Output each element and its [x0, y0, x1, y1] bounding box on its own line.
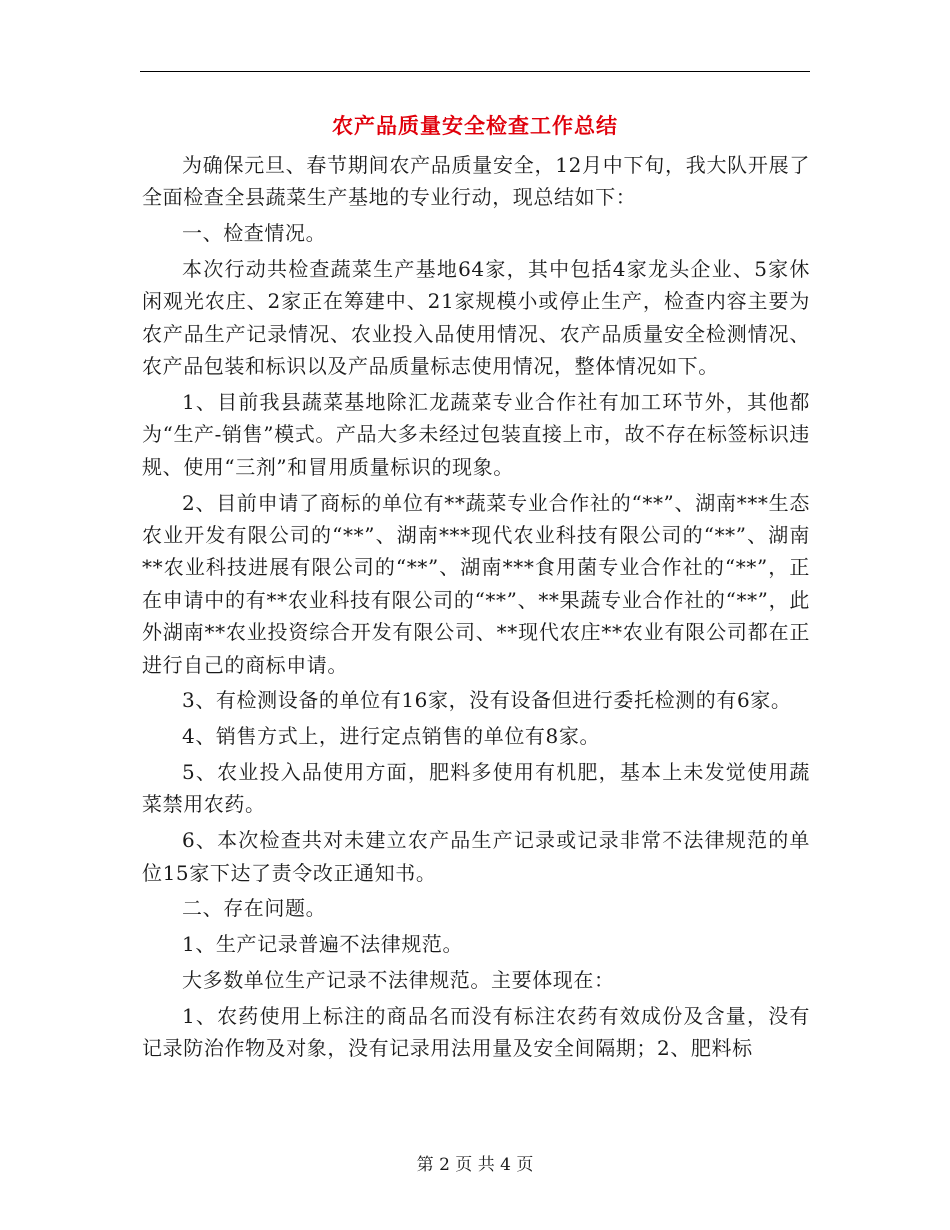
paragraph-problem-summary: 大多数单位生产记录不法律规范。主要体现在： [182, 968, 615, 993]
paragraph-problem-1: 1、生产记录普遍不法律规范。 [182, 932, 464, 957]
paragraph-item-6: 6、本次检查共对未建立农产品生产记录或记录非常不法律规范的单位15家下达了责令改正通知书。 [142, 828, 810, 885]
paragraph-problem-detail: 1、农药使用上标注的商品名而没有标注农药有效成份及含量，没有记录防治作物及对象，没有记录用法用量及安全间隔期；2、肥料标 [142, 1003, 810, 1061]
paragraph-item-2: 2、目前申请了商标的单位有**蔬菜专业合作社的“**”、湖南***生态农业开发有限公司的“**”、湖南***现代农业科技有限公司的“**”、湖南**农业科技进展有限公司的“**”、湖南***食用菌专业合作社的“**”，正在申请中的有**农业科技有限公司的“**”、**果蔬专业合作社的“**”，此外湖南**农业投资综合开发有限公司、**现代农庄**农业有限公司都在正进行自己的商标申请。 [142, 490, 810, 677]
section-heading-problems: 二、存在问题。 [182, 896, 327, 921]
paragraph-item-3: 3、有检测设备的单位有16家，没有设备但进行委托检测的有6家。 [182, 688, 792, 713]
document-title: 农产品质量安全检查工作总结 [332, 113, 618, 138]
paragraph-intro: 为确保元旦、春节期间农产品质量安全，12月中下旬，我大队开展了全面检查全县蔬菜生产基地的专业行动，现总结如下： [142, 153, 810, 210]
document-body [142, 149, 810, 1068]
section-heading-inspection: 一、检查情况。 [182, 221, 327, 246]
header-rule [140, 71, 810, 72]
paragraph-item-1: 1、目前我县蔬菜基地除汇龙蔬菜专业合作社有加工环节外，其他都为“生产-销售”模式。产品大多未经过包装直接上市，故不存在标签标识违规、使用“三剂”和冒用质量标识的现象。 [142, 390, 810, 479]
paragraph-item-4: 4、销售方式上，进行定点销售的单位有8家。 [182, 724, 601, 749]
page-footer: 第 2 页 共 4 页 [416, 1155, 534, 1175]
paragraph-item-5: 5、农业投入品使用方面，肥料多使用有机肥，基本上未发觉使用蔬菜禁用农药。 [142, 760, 810, 817]
paragraph-overview: 本次行动共检查蔬菜生产基地64家，其中包括4家龙头企业、5家休闲观光农庄、2家正在筹建中、21家规模小或停止生产，检查内容主要为农产品生产记录情况、农业投入品使用情况、农产品质量安全检测情况、农产品包装和标识以及产品质量标志使用情况，整体情况如下。 [142, 257, 810, 379]
